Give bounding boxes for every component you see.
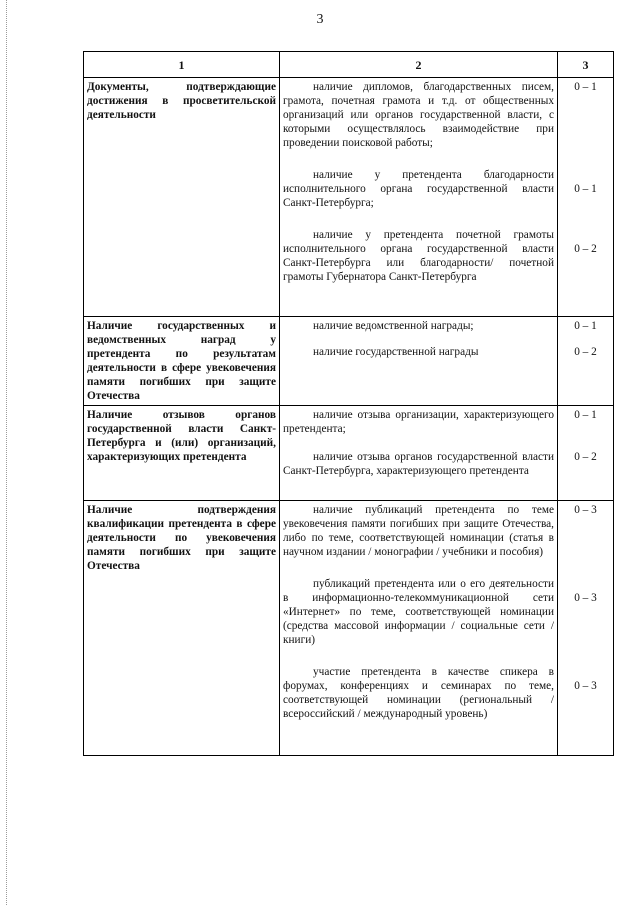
column-header-3: 3 [558, 52, 614, 78]
column-header-1: 1 [84, 52, 280, 78]
score-value: 0 – 1 [574, 183, 597, 195]
score-value: 0 – 1 [574, 409, 597, 421]
description-item: публикаций претендента или о его деятельности в информационно-телекоммуникационной сети «Интернет» по теме, соответствующей номинации (средства массовой информации / социальные сети / книги) [283, 578, 554, 646]
table-header-row [84, 52, 614, 78]
table-row [84, 317, 614, 406]
score-cell [558, 78, 614, 317]
description-item: наличие у претендента почетной грамоты исполнительного органа государственной власти Санкт-Петербурга или благодарности/ почетной грамоты Губернатора Санкт-Петербурга [283, 229, 554, 283]
description-item: наличие государственной награды [313, 346, 479, 358]
score-value: 0 – 1 [574, 81, 597, 93]
score-cell [558, 501, 614, 756]
description-item: наличие ведомственной награды; [313, 320, 474, 332]
page-number: 3 [316, 12, 324, 27]
left-margin-dotted-line [6, 0, 8, 905]
description-item: наличие публикаций претендента по теме увековечения памяти погибших при защите Отечества, либо по теме, соответствующей номинации (статья в научном издании / монографии / учебники и пособия) [283, 504, 554, 558]
table-row [84, 501, 614, 756]
description-item: наличие отзыва организации, характеризующего претендента; [283, 409, 554, 435]
score-value: 0 – 3 [574, 592, 597, 604]
score-value: 0 – 2 [574, 243, 597, 255]
score-value: 0 – 3 [574, 680, 597, 692]
description-item: наличие дипломов, благодарственных писем, грамота, почетная грамота и т.д. от общественных организаций или органов государственной власти, с которыми осуществлялось взаимодействие при проведении поисковой работы; [283, 81, 554, 149]
score-cell [558, 317, 614, 406]
score-value: 0 – 1 [574, 320, 597, 332]
score-cell [558, 406, 614, 501]
description-item: наличие у претендента благодарности исполнительного органа государственной власти Санкт-Петербурга; [283, 169, 554, 209]
description-item: участие претендента в качестве спикера в форумах, конференциях и семинарах по теме, соответствующей номинации (региональный / всероссийский / международный уровень) [283, 666, 554, 720]
criterion-cell: Наличие подтверждения квалификации претендента в сфере деятельности по увековечения памяти погибших при защите Отечества [84, 501, 280, 756]
description-cell [280, 501, 558, 756]
score-value: 0 – 3 [574, 504, 597, 516]
score-value: 0 – 2 [574, 346, 597, 358]
description-item: наличие отзыва органов государственной власти Санкт-Петербурга, характеризующего претендента [283, 451, 554, 477]
table-row [84, 78, 614, 317]
criterion-cell: Наличие государственных и ведомственных наград у претендента по результатам деятельности в сфере увековечения памяти погибших при защите Отечества [84, 317, 280, 406]
description-cell [280, 406, 558, 501]
criterion-cell: Документы, подтверждающие достижения в просветительской деятельности [84, 78, 280, 317]
column-header-2: 2 [280, 52, 558, 78]
score-value: 0 – 2 [574, 451, 597, 463]
criterion-cell: Наличие отзывов органов государственной власти Санкт-Петербурга и (или) организаций, характеризующих претендента [84, 406, 280, 501]
description-cell [280, 317, 558, 406]
criteria-table [83, 51, 614, 756]
table-row [84, 406, 614, 501]
description-cell [280, 78, 558, 317]
